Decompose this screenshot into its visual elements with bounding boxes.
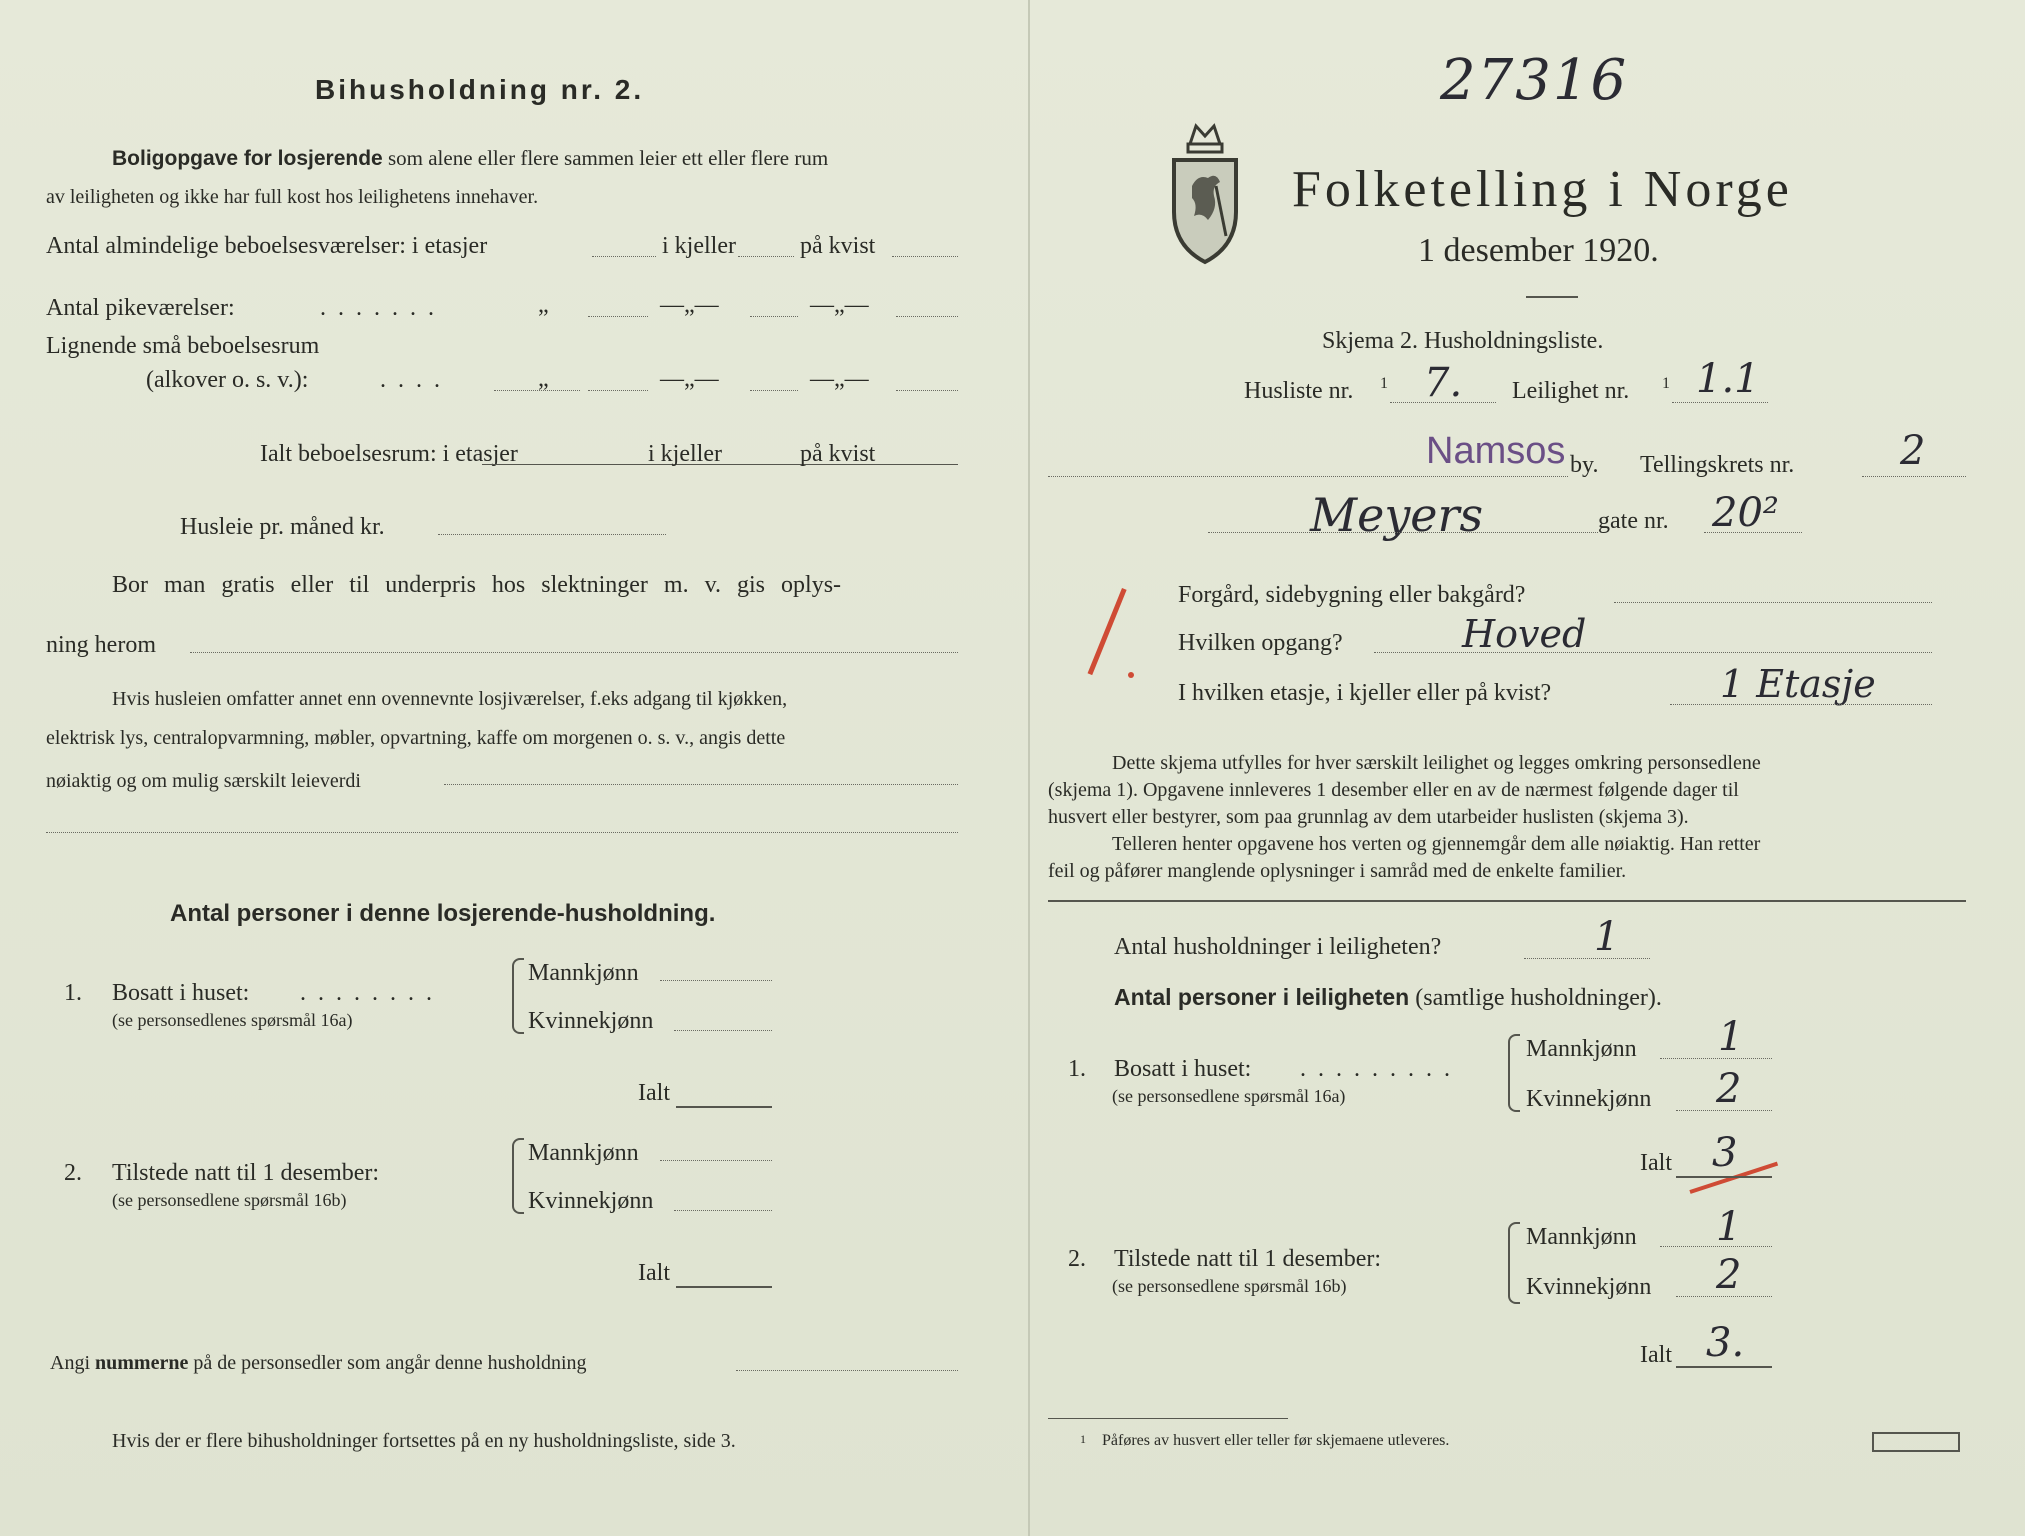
pike-label: Antal pikeværelser:: [46, 295, 235, 321]
right-persons-bold: Antal personer i leiligheten: [1114, 984, 1410, 1010]
alkover-line-1: [588, 390, 648, 391]
footnote-body: Påføres av husvert eller teller før skjemaene utleveres.: [1102, 1432, 1450, 1449]
instructions-3: husvert eller bestyrer, som paa grunnlag av dem utarbeider huslisten (skjema 3).: [1048, 806, 1689, 828]
right-q1-brace: [1508, 1034, 1520, 1112]
alkover-label: (alkover o. s. v.):: [146, 367, 309, 393]
page-fold: [1028, 0, 1030, 1536]
gate-line: [1704, 532, 1802, 533]
lignende-label: Lignende små beboelsesrum: [46, 333, 320, 359]
angi-post: på de personsedler som angår denne husholdning: [188, 1352, 587, 1374]
pike-line-3: [896, 316, 958, 317]
gate-label: gate nr.: [1598, 508, 1669, 534]
left-q1-dots: ........: [300, 980, 444, 1006]
left-q1-mann-line: [660, 980, 772, 981]
footnote-text: [1080, 1432, 1449, 1450]
husliste-footnote-mark: 1: [1380, 375, 1388, 392]
angi-line: [50, 1352, 587, 1375]
left-q2-kvinne-line: [674, 1210, 772, 1211]
footnote-marker: 1: [1080, 1432, 1086, 1446]
alkover-ditto-3: —„—: [810, 366, 869, 392]
gratis-line-2: ning herom: [46, 632, 156, 658]
right-q2-kvinne: Kvinnekjønn: [1526, 1274, 1652, 1300]
rooms-etasjer-line: [592, 256, 656, 257]
households-label: Antal husholdninger i leiligheten?: [1114, 934, 1442, 960]
alkover-dots: ....: [380, 367, 452, 393]
right-q2-ialt: Ialt: [1640, 1342, 1672, 1368]
forgard-question: Forgård, sidebygning eller bakgård?: [1178, 582, 1526, 608]
rooms-label: Antal almindelige beboelsesværelser: i etasjer: [46, 233, 488, 259]
alkover-ditto: „: [538, 366, 549, 392]
alkover-line-2: [750, 390, 798, 391]
alkover-line-3: [896, 390, 958, 391]
rooms-kjeller-line: [738, 256, 794, 257]
forgard-line: [1614, 602, 1932, 603]
right-q1-mann: Mannkjønn: [1526, 1036, 1637, 1062]
krets-value: 2: [1900, 428, 1926, 474]
opgang-value: Hoved: [1462, 612, 1587, 656]
left-q1-num: 1.: [64, 980, 82, 1006]
gratis-line-1: Bor man gratis eller til underpris hos slektninger m. v. gis oplys-: [112, 572, 842, 598]
left-q2-sub: (se personsedlene spørsmål 16b): [112, 1190, 347, 1210]
alkover-ditto-2: —„—: [660, 366, 719, 392]
pike-line-1: [588, 316, 648, 317]
households-value: 1: [1594, 914, 1620, 960]
left-q1-kvinne-line: [674, 1030, 772, 1031]
left-q1-sub: (se personsedlenes spørsmål 16a): [112, 1010, 353, 1030]
form-date: 1 desember 1920.: [1418, 232, 1659, 269]
angi-fill-line: [736, 1370, 958, 1371]
right-q1-sub: (se personsedlene spørsmål 16a): [1112, 1086, 1346, 1106]
right-q2-sub: (se personsedlene spørsmål 16b): [1112, 1276, 1347, 1296]
instructions-rule: [1048, 900, 1966, 902]
right-q2-ialt-line: [1676, 1366, 1772, 1368]
bihusholdning-heading: Bihusholdning nr. 2.: [315, 74, 645, 105]
schema-label: Skjema 2. Husholdningsliste.: [1322, 328, 1604, 354]
by-label: by.: [1570, 452, 1599, 478]
pike-dots: .......: [320, 295, 446, 321]
rooms-kvist-line: [892, 256, 958, 257]
leilighet-value: 1.1: [1696, 356, 1760, 402]
right-q1-kvinne: Kvinnekjønn: [1526, 1086, 1652, 1112]
leilighet-footnote-mark: 1: [1662, 375, 1670, 392]
left-q1-kvinne: Kvinnekjønn: [528, 1008, 654, 1034]
left-q2-brace: [512, 1138, 524, 1214]
hvis-line-fill: [444, 784, 958, 785]
printer-mark: [1872, 1432, 1960, 1452]
etasje-line: [1670, 704, 1932, 705]
hvis-line-1: Hvis husleien omfatter annet enn ovennevnte losjiværelser, f.eks adgang til kjøkken,: [112, 688, 788, 710]
archive-number: 27316: [1440, 48, 1629, 113]
pike-ditto: „: [538, 292, 549, 318]
title-rule: [1526, 296, 1578, 298]
right-q2-num: 2.: [1068, 1246, 1086, 1272]
left-q1-label: Bosatt i huset:: [112, 980, 250, 1006]
instructions-2: (skjema 1). Opgavene innleveres 1 desember eller en av de nærmest følgende dager til: [1048, 779, 1739, 801]
husliste-line: [1390, 402, 1496, 403]
right-q2-kvinne-line: [1676, 1296, 1772, 1297]
krets-line: [1862, 476, 1966, 477]
krets-label: Tellingskrets nr.: [1640, 452, 1795, 478]
left-q2-ialt: Ialt: [638, 1260, 670, 1286]
right-q1-kvinne-line: [1676, 1110, 1772, 1111]
left-q1-brace: [512, 958, 524, 1034]
rooms-kjeller-label: i kjeller: [662, 233, 736, 259]
husleie-line: [438, 534, 666, 535]
right-q2-mann-line: [1660, 1246, 1772, 1247]
right-q1-mann-line: [1660, 1058, 1772, 1059]
right-q1-dots: .........: [1300, 1056, 1462, 1082]
coat-of-arms-icon: [1168, 116, 1242, 266]
etasje-value: 1 Etasje: [1720, 662, 1876, 706]
husliste-value: 7.: [1424, 360, 1463, 406]
right-q2-brace: [1508, 1222, 1520, 1304]
hvis-line-3: nøiaktig og om mulig særskilt leieverdi: [46, 770, 361, 792]
right-persons-rest: (samtlige husholdninger).: [1409, 985, 1662, 1011]
city-line: [1048, 476, 1568, 477]
right-q2-ialt-value: 3.: [1706, 1320, 1745, 1366]
street-line: [1208, 532, 1598, 533]
city-stamp: Namsos: [1426, 430, 1566, 472]
street-value: Meyers: [1310, 488, 1484, 542]
intro-bold: Boligopgave for losjerende: [112, 147, 383, 170]
left-q2-num: 2.: [64, 1160, 82, 1186]
ialt-rooms-label: Ialt beboelsesrum: i etasjer: [260, 441, 518, 467]
form-title: Folketelling i Norge: [1292, 161, 1793, 218]
left-q2-ialt-line: [676, 1286, 772, 1288]
right-persons-heading: [1114, 984, 1662, 1012]
angi-bold: nummerne: [95, 1352, 189, 1374]
etasje-question: I hvilken etasje, i kjeller eller på kvist?: [1178, 680, 1552, 706]
left-q2-mann-line: [660, 1160, 772, 1161]
pike-line-2: [750, 316, 798, 317]
footnote-rule: [1048, 1418, 1288, 1419]
gratis-line: [190, 652, 958, 653]
right-q2-mann: Mannkjønn: [1526, 1224, 1637, 1250]
right-q1-num: 1.: [1068, 1056, 1086, 1082]
intro-line-1: [112, 145, 828, 172]
angi-pre: Angi: [50, 1352, 95, 1374]
left-q1-mann: Mannkjønn: [528, 960, 639, 986]
leilighet-label: Leilighet nr.: [1512, 378, 1630, 404]
leilighet-line: [1672, 402, 1768, 403]
red-pencil-dot: [1128, 672, 1134, 678]
hvis-extra-line: [46, 832, 958, 833]
left-q2-mann: Mannkjønn: [528, 1140, 639, 1166]
ialt-kvist-label: på kvist: [800, 441, 876, 467]
opgang-question: Hvilken opgang?: [1178, 630, 1343, 656]
right-q1-ialt: Ialt: [1640, 1150, 1672, 1176]
alkover-line-0: [494, 390, 580, 391]
instructions-1: Dette skjema utfylles for hver særskilt leilighet og legges omkring personsedlene: [1112, 752, 1761, 774]
husleie-label: Husleie pr. måned kr.: [180, 514, 385, 540]
instructions-4: Telleren henter opgavene hos verten og gjennemgår dem alle nøiaktig. Han retter: [1112, 833, 1761, 855]
left-q1-ialt: Ialt: [638, 1080, 670, 1106]
husliste-label: Husliste nr.: [1244, 378, 1354, 404]
right-q1-mann-value: 1: [1718, 1014, 1744, 1060]
gate-value: 20²: [1712, 490, 1779, 536]
pike-ditto-3: —„—: [810, 292, 869, 318]
opgang-line: [1374, 652, 1932, 653]
instructions-5: feil og påfører manglende oplysninger i samråd med de enkelte familier.: [1048, 860, 1627, 882]
ialt-kjeller-label: i kjeller: [648, 441, 722, 467]
households-line: [1524, 958, 1650, 959]
left-q2-kvinne: Kvinnekjønn: [528, 1188, 654, 1214]
intro-rest: som alene eller flere sammen leier ett eller flere rum: [382, 146, 829, 170]
left-q1-ialt-line: [676, 1106, 772, 1108]
right-q1-ialt-line: [1676, 1176, 1772, 1178]
right-q2-kvinne-value: 2: [1716, 1252, 1742, 1298]
pike-ditto-2: —„—: [660, 292, 719, 318]
left-footer: Hvis der er flere bihusholdninger fortsettes på en ny husholdningsliste, side 3.: [112, 1430, 736, 1452]
right-q1-ialt-value: 3: [1712, 1130, 1738, 1176]
right-q1-label: Bosatt i huset:: [1114, 1056, 1252, 1082]
left-persons-heading: Antal personer i denne losjerende-husholdning.: [170, 900, 716, 927]
rooms-kvist-label: på kvist: [800, 233, 876, 259]
intro-line-2: av leiligheten og ikke har full kost hos leilighetens innehaver.: [46, 186, 539, 208]
left-q2-label: Tilstede natt til 1 desember:: [112, 1160, 380, 1186]
right-q2-mann-value: 1: [1716, 1204, 1742, 1250]
hvis-line-2: elektrisk lys, centralopvarmning, møbler, opvartning, kaffe om morgenen o. s. v., angis dette: [46, 727, 786, 749]
right-q1-kvinne-value: 2: [1716, 1066, 1742, 1112]
right-q2-label: Tilstede natt til 1 desember:: [1114, 1246, 1382, 1272]
